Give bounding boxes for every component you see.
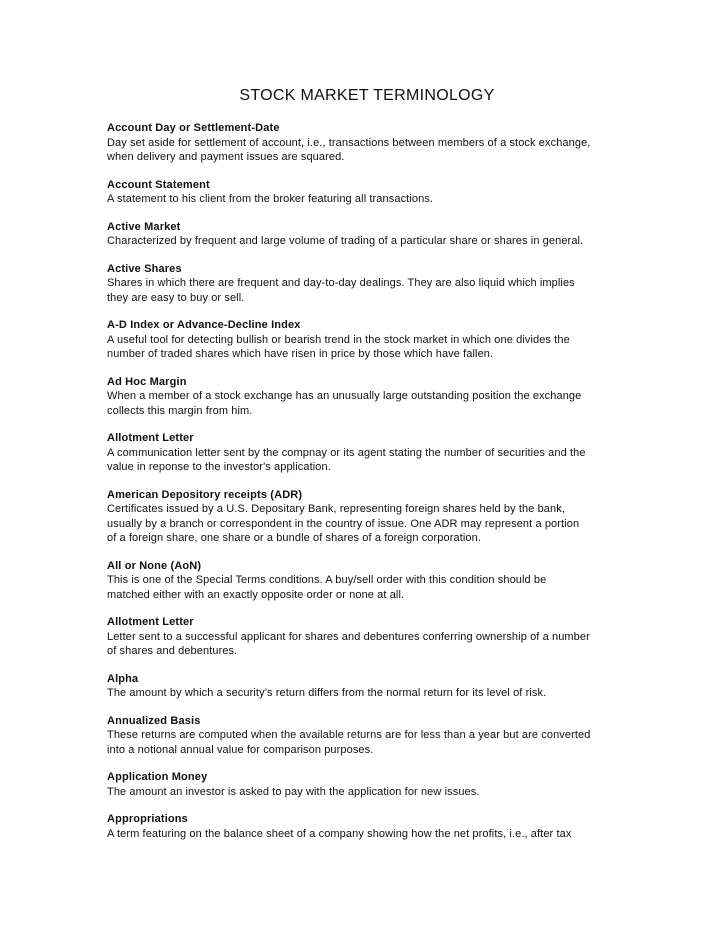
glossary-definition-line: value in reponse to the investor's application. bbox=[107, 461, 331, 473]
glossary-definition-line: into a notional annual value for comparison purposes. bbox=[107, 743, 374, 756]
glossary-definition-line: of shares and debentures. bbox=[107, 645, 238, 657]
glossary-term: American Depository receipts (ADR) bbox=[107, 488, 303, 501]
glossary-entry bbox=[107, 121, 627, 165]
glossary-definition-line: The amount an investor is asked to pay with the application for new issues. bbox=[107, 785, 480, 798]
glossary-entry bbox=[107, 220, 627, 249]
glossary-definition-line: These returns are computed when the available returns are for less than a year but are converted bbox=[107, 729, 591, 741]
glossary-definition-line: when delivery and payment issues are squared. bbox=[107, 151, 345, 163]
glossary-entry bbox=[107, 672, 627, 701]
glossary-term: A-D Index or Advance-Decline Index bbox=[107, 319, 301, 331]
glossary-definition-line: A useful tool for detecting bullish or bearish trend in the stock market in which one divides the bbox=[107, 333, 570, 346]
glossary-term: Ad Hoc Margin bbox=[107, 375, 187, 388]
glossary-list bbox=[107, 121, 627, 854]
glossary-definition-line: The amount by which a security’s return differs from the normal return for its level of risk. bbox=[107, 687, 547, 699]
glossary-term: Application Money bbox=[107, 771, 208, 783]
glossary-definition-line: A term featuring on the balance sheet of a company showing how the net profits, i.e., after tax bbox=[107, 827, 572, 840]
glossary-term: Alpha bbox=[107, 672, 139, 685]
glossary-definition-line: A communication letter sent by the compnay or its agent stating the number of securities and the bbox=[107, 446, 586, 459]
glossary-entry bbox=[107, 488, 627, 546]
glossary-entry bbox=[107, 431, 627, 475]
glossary-definition-line: Day set aside for settlement of account, i.e., transactions between members of a stock exchange, bbox=[107, 136, 591, 149]
glossary-definition-line: Certificates issued by a U.S. Depositary Bank, representing foreign shares held by the bank, bbox=[107, 503, 565, 515]
glossary-definition-line: collects this margin from him. bbox=[107, 404, 253, 417]
glossary-term: Active Shares bbox=[107, 262, 182, 275]
glossary-entry bbox=[107, 615, 627, 659]
glossary-entry bbox=[107, 318, 627, 362]
glossary-entry bbox=[107, 770, 627, 799]
glossary-term: Account Day or Settlement-Date bbox=[107, 122, 280, 134]
glossary-entry bbox=[107, 714, 627, 758]
glossary-term: Annualized Basis bbox=[107, 714, 201, 727]
page-title: STOCK MARKET TERMINOLOGY bbox=[239, 87, 495, 104]
glossary-definition-line: When a member of a stock exchange has an unusually large outstanding position the exchange bbox=[107, 390, 582, 402]
glossary-definition-line: number of traded shares which have risen in price by those which have fallen. bbox=[107, 348, 494, 360]
glossary-definition-line: they are easy to buy or sell. bbox=[107, 291, 245, 304]
glossary-entry bbox=[107, 262, 627, 306]
glossary-entry bbox=[107, 178, 627, 207]
glossary-entry bbox=[107, 375, 627, 419]
glossary-definition-line: Characterized by frequent and large volume of trading of a particular share or shares in general. bbox=[107, 235, 584, 247]
glossary-term: Active Market bbox=[107, 220, 181, 233]
glossary-term: Allotment Letter bbox=[107, 432, 194, 444]
glossary-term: Allotment Letter bbox=[107, 616, 194, 628]
glossary-entry bbox=[107, 812, 627, 841]
glossary-definition-line: Letter sent to a successful applicant for shares and debentures conferring ownership of a number bbox=[107, 630, 590, 643]
glossary-definition-line: of a foreign share, one share or a bundle of shares of a foreign corporation. bbox=[107, 532, 481, 544]
glossary-definition-line: matched either with an exactly opposite order or none at all. bbox=[107, 588, 405, 601]
glossary-term: Account Statement bbox=[107, 178, 210, 191]
glossary-term: Appropriations bbox=[107, 813, 188, 825]
glossary-definition-line: A statement to his client from the broker featuring all transactions. bbox=[107, 193, 434, 205]
glossary-entry bbox=[107, 559, 627, 603]
glossary-term: All or None (AoN) bbox=[107, 559, 202, 572]
glossary-definition-line: Shares in which there are frequent and day-to-day dealings. They are also liquid which implies bbox=[107, 277, 575, 289]
glossary-definition-line: This is one of the Special Terms conditions. A buy/sell order with this condition should be bbox=[107, 574, 547, 586]
glossary-definition-line: usually by a branch or correspondent in the country of issue. One ADR may represent a portion bbox=[107, 517, 580, 530]
